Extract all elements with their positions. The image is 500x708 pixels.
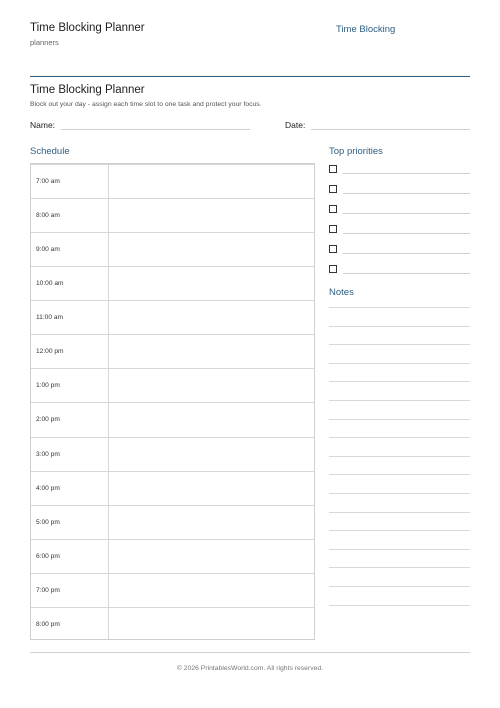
notes-heading: Notes [329, 287, 354, 298]
notes-line[interactable] [329, 363, 470, 364]
footer-copyright: © 2026 PrintablesWorld.com. All rights reserved. [176, 665, 324, 672]
priority-line[interactable] [343, 233, 470, 234]
schedule-time-label: 8:00 pm [36, 620, 60, 628]
schedule-row[interactable] [31, 232, 314, 266]
priorities-heading: Top priorities [329, 146, 383, 157]
priority-line[interactable] [343, 173, 470, 174]
site-title: Time Blocking Planner [30, 22, 145, 34]
time-blocking-link[interactable]: Time Blocking [336, 24, 396, 35]
schedule-row[interactable] [31, 437, 314, 471]
schedule-row[interactable] [31, 198, 314, 232]
schedule-time-label: 1:00 pm [36, 382, 60, 390]
schedule-time-label: 11:00 am [36, 314, 64, 322]
schedule-row[interactable] [31, 471, 314, 505]
schedule-time-label: 4:00 pm [36, 484, 60, 492]
notes-line[interactable] [329, 381, 470, 382]
priority-checkbox[interactable] [329, 265, 337, 273]
notes-line[interactable] [329, 326, 470, 327]
schedule-time-label: 10:00 am [36, 280, 64, 288]
notes-line[interactable] [329, 549, 470, 550]
schedule-time-label: 3:00 pm [36, 450, 60, 458]
page-title: Time Blocking Planner [30, 84, 145, 96]
schedule-time-label: 5:00 pm [36, 518, 60, 526]
schedule-row[interactable] [31, 402, 314, 436]
notes-line[interactable] [329, 307, 470, 308]
notes-line[interactable] [329, 605, 470, 606]
site-category: planners [30, 38, 59, 47]
priority-line[interactable] [343, 193, 470, 194]
name-field-line[interactable] [61, 129, 250, 130]
date-label: Date: [285, 120, 306, 130]
header-divider [30, 76, 470, 77]
schedule-row[interactable] [31, 334, 314, 368]
schedule-heading: Schedule [30, 146, 70, 157]
name-label: Name: [30, 120, 56, 130]
notes-line[interactable] [329, 456, 470, 457]
page-description: Block out your day - assign each time slot to one task and protect your focus. [30, 101, 262, 108]
notes-line[interactable] [329, 419, 470, 420]
schedule-time-label: 12:00 pm [36, 348, 64, 356]
schedule-time-label: 7:00 am [36, 178, 60, 185]
schedule-row[interactable] [31, 164, 314, 198]
priority-checkbox[interactable] [329, 185, 337, 193]
schedule-time-label: 9:00 am [36, 246, 60, 254]
date-field-line[interactable] [311, 129, 470, 130]
notes-line[interactable] [329, 493, 470, 494]
schedule-row[interactable] [31, 266, 314, 300]
priority-line[interactable] [343, 253, 470, 254]
schedule-time-label: 2:00 pm [36, 416, 60, 424]
priority-checkbox[interactable] [329, 165, 337, 173]
schedule-time-label: 7:00 pm [36, 586, 60, 594]
schedule-row[interactable] [31, 607, 314, 641]
priority-line[interactable] [343, 273, 470, 274]
schedule-row[interactable] [31, 505, 314, 539]
priority-checkbox[interactable] [329, 225, 337, 233]
footer-divider [30, 652, 470, 653]
priority-line[interactable] [343, 213, 470, 214]
notes-line[interactable] [329, 530, 470, 531]
priority-checkbox[interactable] [329, 245, 337, 253]
schedule-grid [30, 163, 315, 640]
schedule-row[interactable] [31, 368, 314, 402]
schedule-row[interactable] [31, 539, 314, 573]
notes-line[interactable] [329, 586, 470, 587]
schedule-time-label: 6:00 pm [36, 552, 60, 560]
notes-line[interactable] [329, 567, 470, 568]
notes-line[interactable] [329, 344, 470, 345]
notes-line[interactable] [329, 474, 470, 475]
schedule-row[interactable] [31, 573, 314, 607]
notes-line[interactable] [329, 400, 470, 401]
schedule-time-label: 8:00 am [36, 212, 60, 220]
notes-line[interactable] [329, 512, 470, 513]
notes-line[interactable] [329, 437, 470, 438]
schedule-row[interactable] [31, 300, 314, 334]
priority-checkbox[interactable] [329, 205, 337, 213]
